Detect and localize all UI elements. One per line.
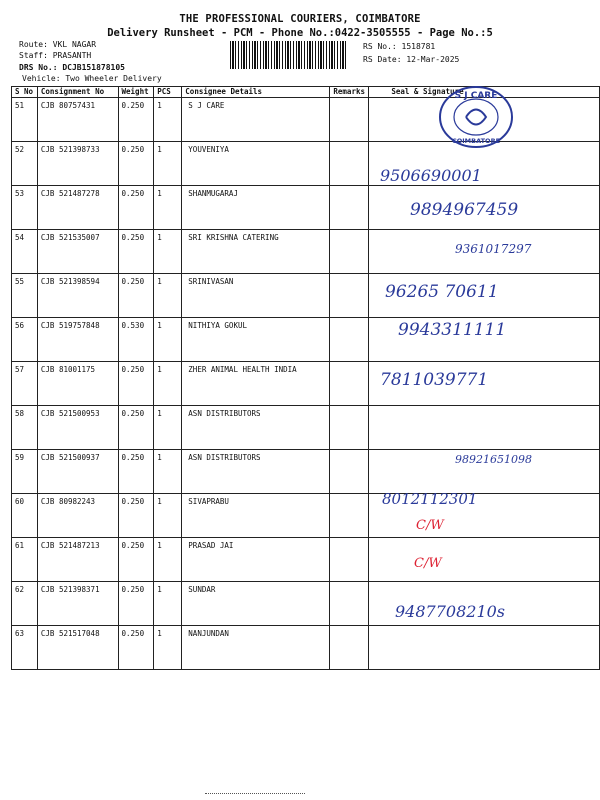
row-weight: 0.250 [118,582,154,626]
row-pcs: 1 [154,274,182,318]
row-remarks [330,626,369,670]
handwriting-row53: 9894967459 [410,200,519,220]
row-remarks [330,230,369,274]
row-consignee: SRINIVASAN [182,274,330,318]
handwriting-row60: 8012112301 [382,490,478,508]
rs-number: RS No.: 1518781 [363,42,436,51]
row-sno: 59 [12,450,38,494]
row-remarks [330,318,369,362]
row-consignee: SHANMUGARAJ [182,186,330,230]
row-weight: 0.250 [118,538,154,582]
row-sno: 54 [12,230,38,274]
row-sno: 53 [12,186,38,230]
row-consignment-no: CJB 521398371 [37,582,118,626]
row-remarks [330,406,369,450]
row-remarks [330,98,369,142]
row-weight: 0.250 [118,494,154,538]
row-consignment-no: CJB 521398733 [37,142,118,186]
row-sno: 55 [12,274,38,318]
row-signature [369,626,600,670]
row-pcs: 1 [154,538,182,582]
col-pcs: PCS [154,87,182,98]
row-consignee: YOUVENIYA [182,142,330,186]
company-stamp [436,84,516,150]
row-consignee: ZHER ANIMAL HEALTH INDIA [182,362,330,406]
row-remarks [330,582,369,626]
row-weight: 0.250 [118,274,154,318]
row-sno: 63 [12,626,38,670]
row-consignment-no: CJB 80982243 [37,494,118,538]
col-consignee: Consignee Details [182,87,330,98]
row-consignee: SUNDAR [182,582,330,626]
row-consignment-no: CJB 521487213 [37,538,118,582]
row-consignee: S J CARE [182,98,330,142]
handwriting-row62: C/W [414,556,442,571]
row-consignment-no: CJB 521500937 [37,450,118,494]
row-pcs: 1 [154,98,182,142]
stamp-bottom-text: COIMBATORE [451,137,501,145]
row-remarks [330,362,369,406]
row-weight: 0.250 [118,98,154,142]
row-consignment-no: CJB 81001175 [37,362,118,406]
handwriting-row61: C/W [416,518,444,533]
col-sno: S No [12,87,38,98]
row-remarks [330,494,369,538]
row-consignment-no: CJB 521398594 [37,274,118,318]
row-pcs: 1 [154,494,182,538]
row-weight: 0.250 [118,406,154,450]
row-pcs: 1 [154,406,182,450]
route-label: Route: VKL NAGAR [19,40,97,49]
row-signature [369,538,600,582]
col-remarks: Remarks [330,87,369,98]
row-weight: 0.250 [118,362,154,406]
handwriting-row63: 9487708210s [395,602,506,621]
col-signature: Seal & Signature [369,87,600,98]
row-consignee: SRI KRISHNA CATERING [182,230,330,274]
row-consignment-no: CJB 521535007 [37,230,118,274]
row-consignee: NANJUNDAN [182,626,330,670]
row-weight: 0.250 [118,230,154,274]
row-consignee: SIVAPRABU [182,494,330,538]
handwriting-row54: 9361017297 [455,242,532,256]
row-pcs: 1 [154,230,182,274]
page-title: THE PROFESSIONAL COURIERS, COIMBATORE [179,13,421,25]
row-pcs: 1 [154,582,182,626]
table-row [12,362,600,406]
row-consignee: PRASAD JAI [182,538,330,582]
handwriting-row57: 7811039771 [380,370,489,390]
handwriting-row56: 9943311111 [398,320,507,340]
handwriting-row59: 98921651098 [455,453,532,466]
table-row [12,538,600,582]
row-remarks [330,142,369,186]
row-pcs: 1 [154,186,182,230]
handwriting-row55: 96265 70611 [385,282,499,302]
row-remarks [330,538,369,582]
row-sno: 58 [12,406,38,450]
row-sno: 57 [12,362,38,406]
row-consignee: ASN DISTRIBUTORS [182,450,330,494]
row-pcs: 1 [154,318,182,362]
row-weight: 0.250 [118,450,154,494]
row-consignment-no: CJB 519757848 [37,318,118,362]
row-remarks [330,450,369,494]
row-sno: 62 [12,582,38,626]
page-subtitle: Delivery Runsheet - PCM - Phone No.:0422-3505555 - Page No.:5 [107,27,493,39]
row-pcs: 1 [154,450,182,494]
row-weight: 0.250 [118,142,154,186]
row-consignment-no: CJB 521500953 [37,406,118,450]
row-sno: 60 [12,494,38,538]
table-row [12,406,600,450]
rs-date: RS Date: 12-Mar-2025 [363,55,460,64]
row-pcs: 1 [154,626,182,670]
runsheet-table [11,86,600,670]
stamp-top-text: S J CARE [454,91,498,101]
row-weight: 0.250 [118,626,154,670]
row-consignment-no: CJB 80757431 [37,98,118,142]
row-weight: 0.530 [118,318,154,362]
vehicle-label: Vehicle: Two Wheeler Delivery [22,74,162,83]
row-consignee: NITHIYA GOKUL [182,318,330,362]
row-signature [369,406,600,450]
row-pcs: 1 [154,142,182,186]
row-sno: 51 [12,98,38,142]
staff-label: Staff: PRASANTH [19,51,92,60]
drs-number: DRS No.: DCJB151878105 [19,63,125,72]
col-consignment: Consignment No [37,87,118,98]
table-row [12,626,600,670]
footer-mark [205,793,305,798]
table-row [12,494,600,538]
row-consignment-no: CJB 521517048 [37,626,118,670]
barcode [230,41,348,69]
row-pcs: 1 [154,362,182,406]
col-weight: Weight [118,87,154,98]
row-sno: 56 [12,318,38,362]
row-weight: 0.250 [118,186,154,230]
row-consignment-no: CJB 521487278 [37,186,118,230]
handwriting-row52: 9506690001 [380,166,482,185]
row-sno: 52 [12,142,38,186]
table-row [12,582,600,626]
row-sno: 61 [12,538,38,582]
row-remarks [330,274,369,318]
row-remarks [330,186,369,230]
table-row [12,274,600,318]
table-row [12,318,600,362]
row-consignee: ASN DISTRIBUTORS [182,406,330,450]
